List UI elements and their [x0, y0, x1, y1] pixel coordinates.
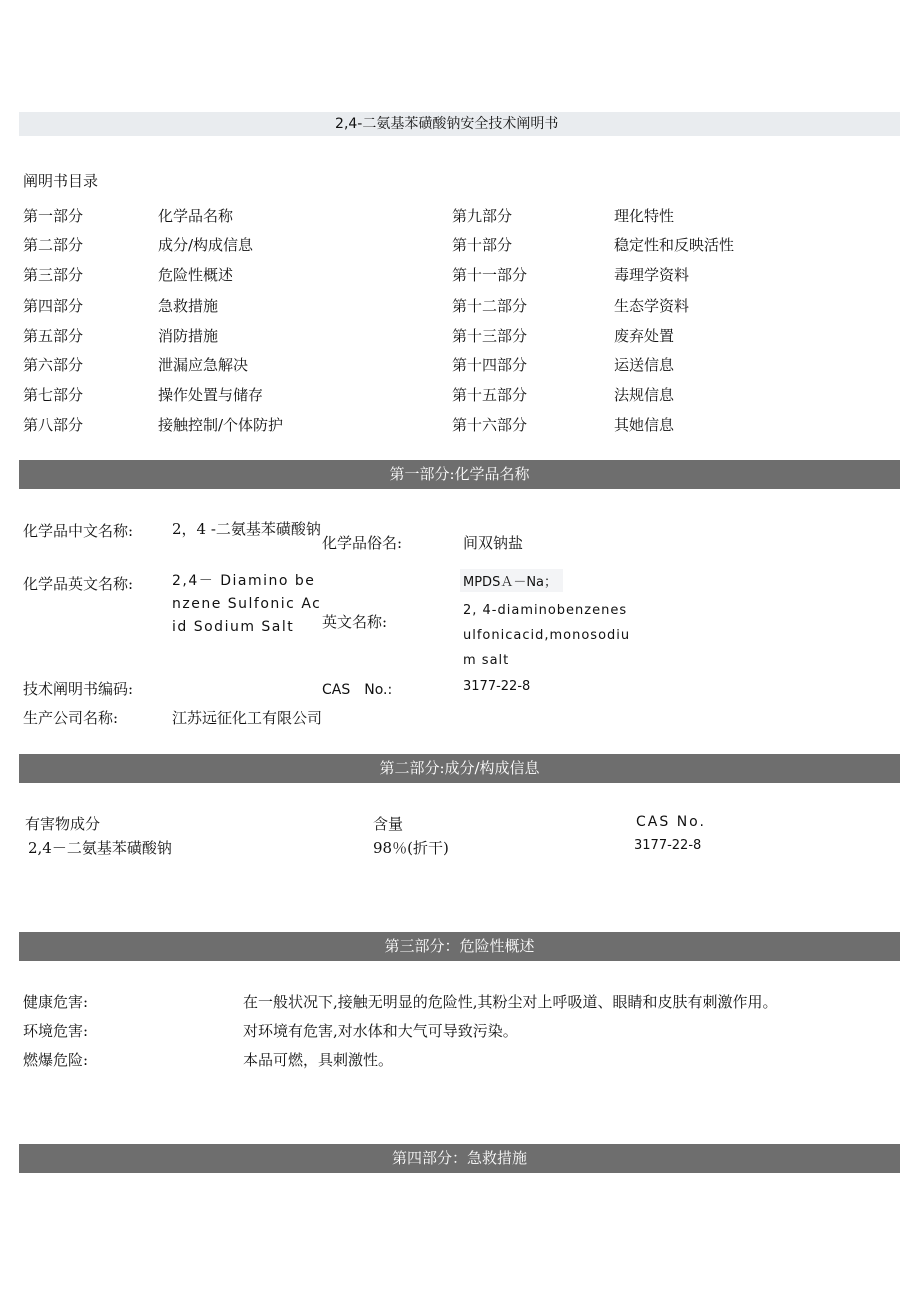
toc-part-name: 生态学资料	[614, 297, 690, 315]
col-content-header: 含量	[373, 815, 404, 833]
common-name-label: 化学品俗名:	[322, 534, 403, 552]
toc-part-name: 成分/构成信息	[158, 236, 254, 254]
cn-name-value: 2，4 -二氨基苯磺酸钠	[172, 520, 321, 538]
toc-part: 第十六部分	[452, 416, 528, 434]
col-cas-header: CAS No.	[636, 814, 706, 830]
toc-part-name: 危险性概述	[158, 266, 234, 284]
cn-name-label: 化学品中文名称:	[23, 522, 134, 540]
toc-part: 第七部分	[23, 386, 84, 404]
en-alias-label: 英文名称:	[322, 613, 388, 631]
toc-heading: 阐明书目录	[23, 172, 99, 190]
toc-part-name: 急救措施	[158, 297, 219, 315]
toc-part-name: 运送信息	[614, 356, 675, 374]
row-cas: 3177-22-8	[634, 838, 702, 853]
toc-part-name: 化学品名称	[158, 207, 234, 225]
fire-value: 本品可燃，具刺激性。	[243, 1051, 394, 1069]
row-component: 2,4－二氨基苯磺酸钠	[28, 839, 172, 857]
row-content: 98％(折干)	[373, 839, 449, 857]
cas-label: CAS No.:	[322, 682, 393, 698]
company-value: 江苏远征化工有限公司	[172, 709, 323, 727]
en-name-value: 2,4－ Diamino benzene Sulfonic Acid Sodium Salt	[172, 573, 322, 635]
toc-part-name: 废弃处置	[614, 327, 675, 345]
company-label: 生产公司名称:	[23, 709, 119, 727]
common-name-value: 间双钠盐	[463, 534, 524, 552]
toc-part: 第十一部分	[452, 266, 528, 284]
toc-part: 第十五部分	[452, 386, 528, 404]
section1-header: 第一部分:化学品名称	[19, 460, 900, 489]
toc-part: 第六部分	[23, 356, 84, 374]
toc-part-name: 接触控制/个体防护	[158, 416, 284, 434]
section3-header: 第三部分：危险性概述	[19, 932, 900, 961]
toc-part-name: 泄漏应急解决	[158, 356, 249, 374]
toc-part: 第九部分	[452, 207, 513, 225]
toc-part-name: 稳定性和反映活性	[614, 236, 735, 254]
toc-part: 第四部分	[23, 297, 84, 315]
health-value: 在一般状况下,接触无明显的危险性,其粉尘对上呼吸道、眼睛和皮肤有刺激作用。	[243, 993, 778, 1011]
toc-part: 第三部分	[23, 266, 84, 284]
en-alias-value-1: MPDSＡ－Na；	[460, 569, 563, 592]
env-label: 环境危害:	[23, 1022, 89, 1040]
document-title-bar	[19, 112, 900, 136]
toc-part-name: 其她信息	[614, 416, 675, 434]
toc-part-name: 毒理学资料	[614, 266, 690, 284]
toc-part-name: 法规信息	[614, 386, 675, 404]
fire-label: 燃爆危险:	[23, 1051, 89, 1069]
cas-value: 3177-22-8	[463, 679, 531, 694]
health-label: 健康危害:	[23, 993, 89, 1011]
section2-header: 第二部分:成分/构成信息	[19, 754, 900, 783]
title-mark: ᅟ	[572, 117, 584, 131]
env-value: 对环境有危害,对水体和大气可导致污染。	[243, 1022, 518, 1040]
toc-part: 第五部分	[23, 327, 84, 345]
toc-part: 第二部分	[23, 236, 84, 254]
toc-part: 第十四部分	[452, 356, 528, 374]
toc-part: 第十三部分	[452, 327, 528, 345]
toc-part: 第十部分	[452, 236, 513, 254]
toc-part: 第一部分	[23, 207, 84, 225]
col-component-header: 有害物成分	[25, 815, 101, 833]
en-name-label: 化学品英文名称:	[23, 575, 134, 593]
toc-part: 第十二部分	[452, 297, 528, 315]
en-alias-value-2: 2, 4-diaminobenzenesulfonicacid,monosodium salt	[463, 603, 631, 668]
code-label: 技术阐明书编码:	[23, 680, 134, 698]
document-title: 2,4-二氨基苯磺酸钠安全技术阐明书	[335, 116, 559, 132]
toc-part-name: 理化特性	[614, 207, 675, 225]
toc-part: 第八部分	[23, 416, 84, 434]
toc-part-name: 操作处置与储存	[158, 386, 264, 404]
toc-part-name: 消防措施	[158, 327, 219, 345]
section4-header: 第四部分：急救措施	[19, 1144, 900, 1173]
